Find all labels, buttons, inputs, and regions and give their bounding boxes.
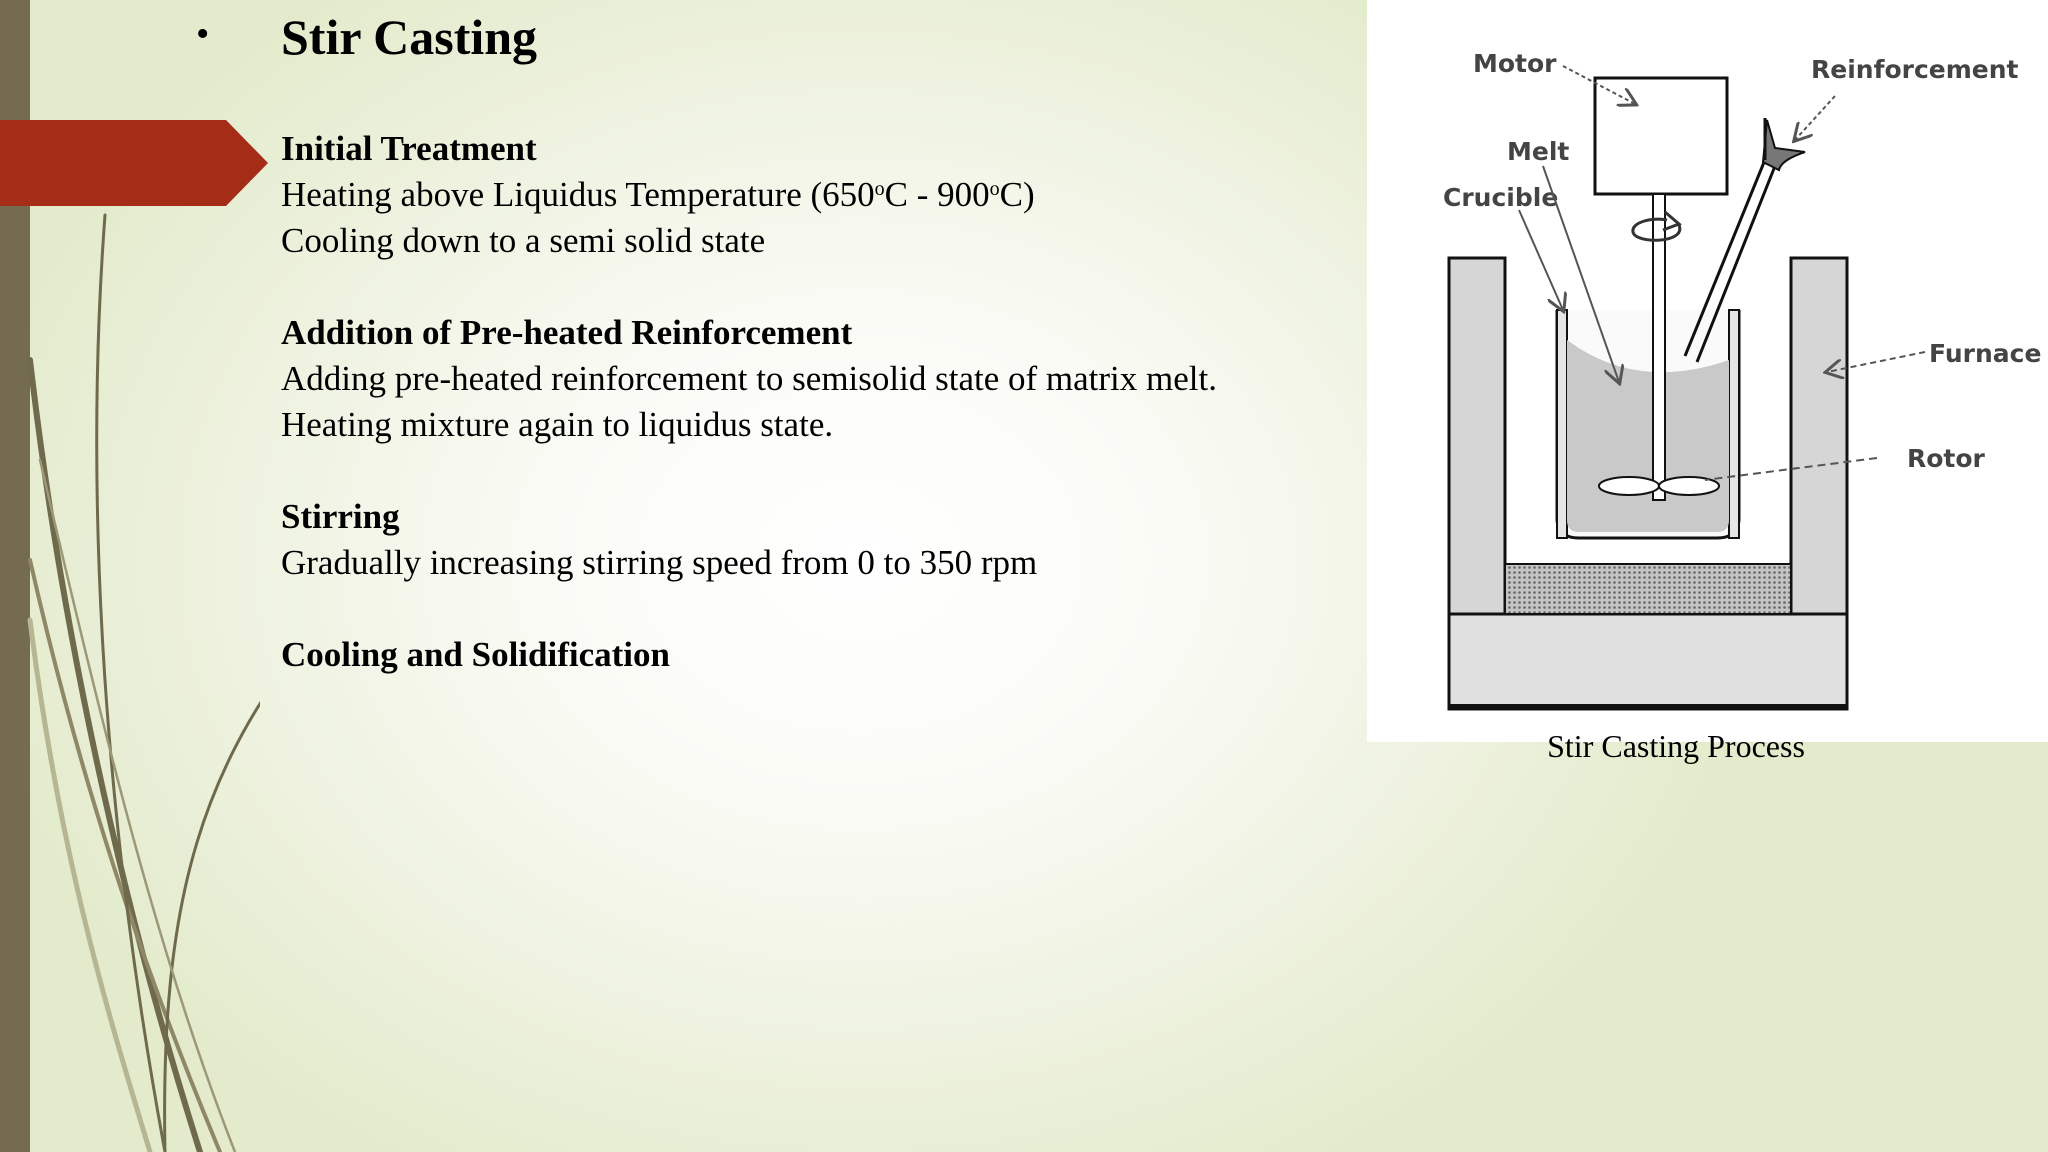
figure-caption: Stir Casting Process (1547, 728, 1805, 764)
label-rotor: Rotor (1907, 444, 1985, 473)
text-line-heating-mixture: Heating mixture again to liquidus state. (281, 405, 834, 444)
section-heading-stirring: Stirring (281, 497, 400, 536)
section-heading-addition-reinforcement: Addition of Pre-heated Reinforcement (281, 313, 853, 352)
figure-panel (1367, 0, 2048, 742)
section-heading-initial-treatment: Initial Treatment (281, 129, 537, 168)
text-line-adding-reinforcement: Adding pre-heated reinforcement to semisolid state of matrix melt. (281, 359, 1217, 398)
degree-superscript: o (874, 178, 885, 200)
title-bullet: • (196, 13, 210, 55)
text-segment: C) (999, 175, 1035, 214)
label-melt: Melt (1507, 137, 1570, 166)
degree-superscript: o (989, 178, 1000, 200)
label-motor: Motor (1473, 49, 1557, 78)
label-furnace: Furnace (1929, 339, 2042, 368)
text-line-heating-temperature (281, 172, 1217, 218)
text-line-stirring-speed: Gradually increasing stirring speed from 0 to 350 rpm (281, 543, 1038, 582)
red-arrow-marker (0, 120, 270, 206)
label-reinforcement: Reinforcement (1811, 55, 2019, 84)
text-line-cooling-semisolid: Cooling down to a semi solid state (281, 221, 766, 260)
label-crucible: Crucible (1443, 183, 1559, 212)
text-segment: Heating above Liquidus Temperature (650 (281, 175, 875, 214)
section-heading-cooling-solidification: Cooling and Solidification (281, 635, 670, 674)
page-title: Stir Casting (281, 9, 538, 65)
text-segment: C - 900 (884, 175, 990, 214)
stir-casting-diagram (1367, 0, 2048, 742)
slide-body (281, 126, 1217, 678)
